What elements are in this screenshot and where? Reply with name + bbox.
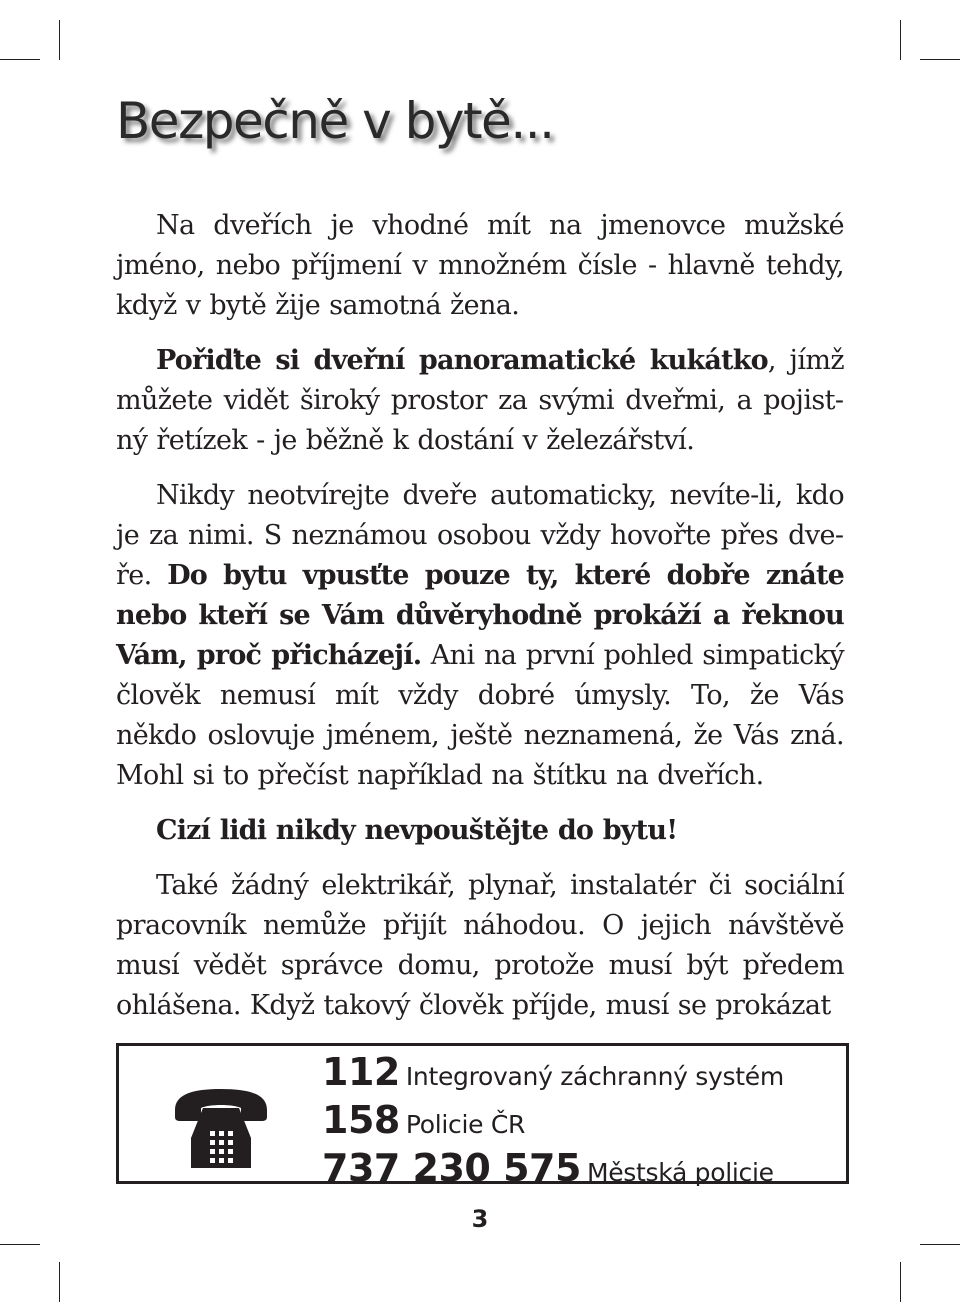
- emergency-number: 112: [322, 1050, 400, 1094]
- paragraph-bold-lead: Pořiďte si dveřní panoramatické kukátko: [156, 345, 768, 376]
- emergency-number: 737 230 575: [322, 1146, 581, 1190]
- paragraph: [116, 476, 844, 796]
- crop-mark: [0, 1244, 40, 1245]
- paragraph: [116, 866, 844, 1026]
- paragraph-text: Na dveřích je vhodné mít na jmenovce mužské jméno, nebo příjmení v množném čísle - hlavně tehdy, když v bytě žije samotná žena.: [116, 210, 844, 321]
- paragraph-bold-heading: Cizí lidi nikdy nevpouštějte do bytu!: [156, 815, 678, 846]
- paragraph-tail: Ani na první pohled simpatický člověk nemusí mít vždy dobré úmysly. To, že Vás někdo oslovuje jménem, ještě neznamená, že Vás zná. Mohl si to přečíst například na štítku na dveřích.: [116, 640, 845, 791]
- crop-mark: [900, 1262, 901, 1302]
- emergency-number-label: Městská policie: [586, 1158, 774, 1187]
- emergency-number-label: Integrovaný záchranný systém: [405, 1062, 784, 1091]
- paragraph-text: Také žádný elektrikář, plynař, instalatér či sociální pracovník nemůže přijít náhodou. O jejich návštěvě musí vědět správce domu, protože musí být předem ohlášena. Když takový člověk příjde, musí se prokázat: [116, 870, 844, 1021]
- emergency-number: 158: [322, 1098, 400, 1142]
- paragraph-lead: Nikdy neotvírejte dveře automaticky, nevíte-li, kdo je za nimi. S neznámou osobou vždy hovořte přes dveře.: [116, 480, 844, 591]
- paragraph: [116, 206, 844, 326]
- paragraph-text: , jímž můžete vidět široký prostor za svými dveřmi, a pojistný řetízek - je běžně k dostání v železářství.: [116, 345, 844, 456]
- page-number: 3: [471, 1205, 489, 1233]
- emergency-number-row: [322, 1098, 842, 1146]
- crop-mark: [59, 20, 60, 60]
- crop-mark: [900, 20, 901, 60]
- emergency-number-row: [322, 1146, 842, 1194]
- crop-mark: [59, 1262, 60, 1302]
- body-text: [116, 206, 844, 1026]
- paragraph-bold-warning: Do bytu vpusťte pouze ty, které dobře znáte nebo kteří se Vám důvěryhodně prokáží a řeknou Vám, proč přicházejí.: [116, 560, 844, 671]
- page-title: Bezpečně v bytě...: [116, 92, 554, 150]
- crop-mark: [920, 1244, 960, 1245]
- crop-mark: [920, 59, 960, 60]
- emergency-number-list: [322, 1050, 842, 1194]
- telephone-icon: [171, 1086, 271, 1170]
- paragraph: [116, 341, 844, 461]
- paragraph: [116, 811, 844, 851]
- emergency-numbers-box: [116, 1043, 849, 1190]
- crop-mark: [0, 59, 40, 60]
- emergency-number-label: Policie ČR: [405, 1110, 526, 1139]
- emergency-number-row: [322, 1050, 842, 1098]
